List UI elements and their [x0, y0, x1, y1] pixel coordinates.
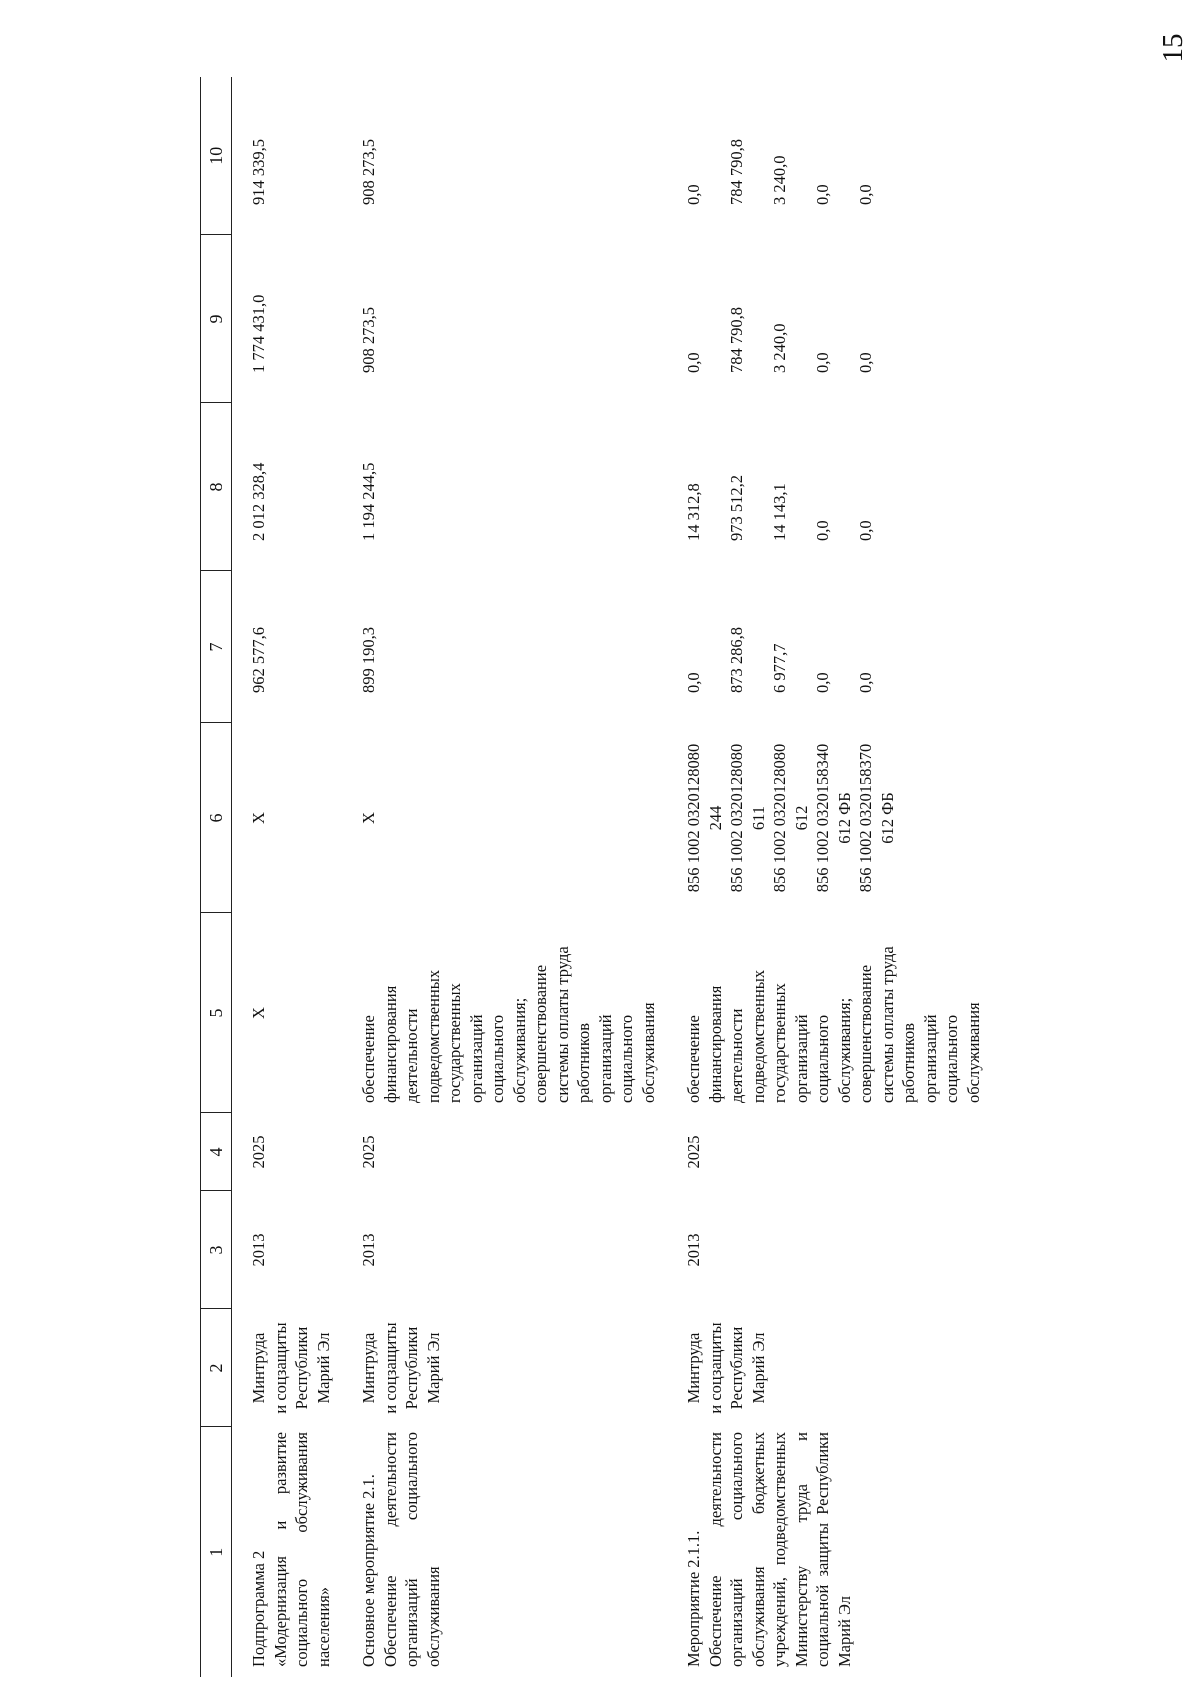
budget-code: 856 1002 0320128080	[770, 743, 789, 893]
column-header: 9	[201, 235, 232, 403]
executor-cell: Минтруда и соцзащиты Республики Марий Эл	[359, 1322, 443, 1414]
column-header: 8	[201, 403, 232, 571]
column-header: 1	[201, 1427, 232, 1677]
col8-value: 1 194 244,5	[359, 462, 378, 541]
page-number: 15	[1157, 33, 1189, 63]
col7-value: 873 286,8	[727, 627, 746, 693]
col8-value: 973 512,2	[727, 475, 746, 541]
budget-code-cell: Х	[249, 812, 268, 824]
budget-code-suffix: 611	[748, 805, 768, 831]
col10-value: 3 240,0	[770, 155, 789, 205]
col7-value: 962 577,6	[249, 627, 268, 693]
program-table	[200, 77, 992, 1677]
budget-code-suffix: 612	[791, 805, 811, 831]
executor-cell: Минтруда и соцзащиты Республики Марий Эл	[684, 1322, 768, 1414]
table-row	[232, 77, 343, 1677]
budget-code: 856 1002 0320128080	[727, 743, 746, 893]
col8-values	[667, 403, 992, 571]
col8-value: 14 143,1	[770, 483, 789, 541]
col10-value: 914 339,5	[249, 139, 268, 205]
budget-code-suffix: 244	[705, 805, 725, 831]
column-number-row	[201, 77, 232, 1677]
budget-code: 856 1002 0320158370	[856, 743, 875, 893]
col8-value: 0,0	[856, 520, 875, 541]
start-year-cell: 2013	[249, 1233, 268, 1267]
column-header: 3	[201, 1191, 232, 1309]
col7-value: 6 977,7	[770, 643, 789, 693]
col8-value: 14 312,8	[684, 483, 703, 541]
column-header: 4	[201, 1113, 232, 1191]
rotated-page	[200, 77, 1040, 1677]
budget-codes-cell	[667, 723, 992, 913]
col10-value: 0,0	[813, 184, 832, 205]
end-year-cell: 2025	[249, 1135, 268, 1169]
col10-value: 0,0	[856, 184, 875, 205]
col7-value: 0,0	[813, 672, 832, 693]
end-year-cell: 2025	[684, 1135, 703, 1169]
col7-values	[667, 571, 992, 723]
col9-value: 0,0	[813, 352, 832, 373]
start-year-cell: 2013	[359, 1233, 378, 1267]
col7-value: 0,0	[684, 672, 703, 693]
column-header: 7	[201, 571, 232, 723]
start-year-cell: 2013	[684, 1233, 703, 1267]
executor-cell: Минтруда и соцзащиты Республики Марий Эл	[249, 1322, 333, 1414]
program-name-cell: Подпрограмма 2 «Модернизация и развитие социального обслуживания населения»	[249, 1432, 333, 1667]
col9-value: 0,0	[684, 352, 703, 373]
main-event-name-cell: Основное мероприятие 2.1. Обеспечение деятельности организаций социального обслуживания	[359, 1432, 443, 1667]
budget-code-suffix: 612 ФБ	[834, 792, 854, 844]
col10-value: 0,0	[684, 184, 703, 205]
col9-value: 0,0	[856, 352, 875, 373]
col7-value: 899 190,3	[359, 627, 378, 693]
col10-value: 784 790,8	[727, 139, 746, 205]
budget-code-suffix: 612 ФБ	[877, 792, 897, 844]
col10-value: 908 273,5	[359, 139, 378, 205]
column-header: 5	[201, 913, 232, 1113]
end-year-cell: 2025	[359, 1135, 378, 1169]
table-row	[667, 77, 992, 1677]
col9-value: 908 273,5	[359, 307, 378, 373]
budget-code-cell: Х	[359, 812, 378, 824]
result-cell: обеспечение финансирования деятельности подведомственных государственных организаций социального обслуживания; совершенствование системы оплаты труда работников организаций социального обслуживания	[684, 946, 983, 1103]
table-row	[342, 77, 667, 1677]
col9-value: 1 774 431,0	[249, 294, 268, 373]
event-name-cell: Мероприятие 2.1.1. Обеспечение деятельности организаций социального обслуживания бюджетных учреждений, подведомственных Министерству труда и социальной защиты Республики Марий Эл	[684, 1432, 854, 1667]
column-header: 10	[201, 77, 232, 235]
result-cell: обеспечение финансирования деятельности подведомственных государственных организаций социального обслуживания; совершенствование системы оплаты труда работников организаций социального обслуживания	[359, 946, 658, 1103]
col9-value: 3 240,0	[770, 323, 789, 373]
col8-value: 0,0	[813, 520, 832, 541]
result-cell: Х	[249, 1007, 268, 1019]
column-header: 6	[201, 723, 232, 913]
col7-value: 0,0	[856, 672, 875, 693]
col8-value: 2 012 328,4	[249, 462, 268, 541]
col9-value: 784 790,8	[727, 307, 746, 373]
column-header: 2	[201, 1309, 232, 1427]
col9-values	[667, 235, 992, 403]
budget-code: 856 1002 0320158340	[813, 743, 832, 893]
col10-values	[667, 77, 992, 235]
budget-code: 856 1002 0320128080	[684, 743, 703, 893]
